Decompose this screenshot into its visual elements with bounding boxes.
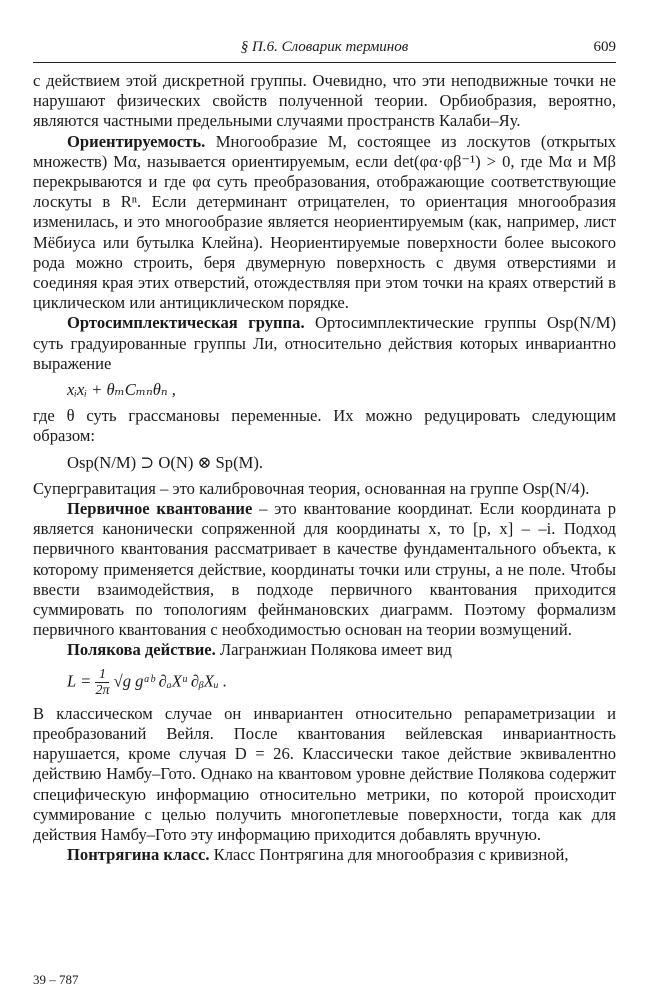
fraction-denominator: 2π xyxy=(95,682,110,698)
polyakov-lhs: L = xyxy=(67,671,92,690)
pontryagin-definition: Класс Понтрягина для многообразия с кривизной, xyxy=(209,845,569,865)
term-polyakov-action: Полякова действие. xyxy=(67,640,216,660)
term-first-quantization: Первичное квантование xyxy=(67,499,253,519)
paragraph-grassmann: где θ суть грассмановы переменные. Их можно редуцировать следующим образом: xyxy=(33,406,616,446)
formula-osp-reduction: Osp(N/M) ⊃ O(N) ⊗ Sp(M). xyxy=(67,452,264,472)
orientability-definition: Многообразие M, состоящее из лоскутов (открытых множеств) Mα, называется ориентируемым, если det(φα·φβ⁻¹) > 0, где Mα и Mβ перекрываются и где φα суть преобразования, отображающие соответствующие лоскуты в Rⁿ. Если детерминант отрицателен, то ориентация многообразия изменилась, и это многообразие является неориентируемым (как, например, лист Мёбиуса или бутылка Клейна). Неориентируемые поверхности более высокого рода можно строить, беря двумерную поверхность с двумя отверстиями и соединяя края этих отверстий, отождествляя при этом точки на краях отверстий в циклическом или антициклическом порядке. xyxy=(33,131,616,313)
polyakov-rhs: √g gᵃᵇ ∂ₐXᵘ ∂ᵦXᵤ . xyxy=(109,671,228,690)
paragraph-orbifold-end: с действием этой дискретной группы. Очевидно, что эти неподвижные точки не нарушают физических свойств полученной теории. Орбиобразия, вероятно, являются частными предельными случаями пространств Калаби–Яу. xyxy=(33,71,616,131)
term-orthosymplectic-group: Ортосимплектическая группа. xyxy=(67,313,305,333)
body-text xyxy=(33,71,616,865)
running-title: § П.6. Словарик терминов xyxy=(240,39,409,55)
paragraph-orthosymplectic xyxy=(33,313,616,374)
polyakov-intro: Лагранжиан Полякова имеет вид xyxy=(215,640,452,660)
term-pontryagin-class: Понтрягина класс. xyxy=(67,845,210,865)
paragraph-pontryagin xyxy=(33,845,616,865)
orthosymplectic-definition: Ортосимплектические группы Osp(N/M) суть градуированные группы Ли, относительно действия которых инвариантно выражение xyxy=(33,313,616,373)
formula-osp-invariant: xᵢxᵢ + θₘCₘₙθₙ , xyxy=(67,380,176,400)
running-head xyxy=(33,36,616,63)
first-quantization-definition: – это квантование координат. Если координата p является канонически сопряженной для координаты x, то [p, x] – –i. Подход первичного квантования рассматривает в качестве фундаментального объекта, к которому применяется действие, координаты точки или струны, а не поле. Чтобы ввести взаимодействия, в подходе первичного квантования приходится суммировать по топологиям фейнмановских диаграмм. Поэтому формализм первичного квантования с необходимостью основан на теории возмущений. xyxy=(33,499,616,640)
formula-polyakov-lagrangian xyxy=(67,667,616,698)
polyakov-fraction xyxy=(95,667,109,698)
fraction-numerator: 1 xyxy=(95,667,109,683)
paragraph-supergravity: Супергравитация – это калибровочная теория, основанная на группе Osp(N/4). xyxy=(33,478,590,498)
paragraph-polyakov xyxy=(33,640,616,660)
term-orientability: Ориентируемость. xyxy=(67,131,206,151)
page-number: 609 xyxy=(593,39,616,55)
signature-mark: 39 – 787 xyxy=(33,972,79,987)
paragraph-classical-invariance: В классическом случае он инвариантен относительно репараметризации и преобразований Вейля. После квантования вейлевская инвариантность нарушается, кроме случая D = 26. Классически такое действие эквивалентно действию Намбу–Гото. Однако на квантовом уровне действие Полякова содержит специфическую информацию относительно метрики, по которой происходит суммирование с целью получить многопетлевые поверхности, тогда как для действия Намбу–Гото эту информацию приходится добавлять вручную. xyxy=(33,703,616,844)
paragraph-orientability xyxy=(33,132,616,314)
paragraph-first-quantization xyxy=(33,499,616,640)
